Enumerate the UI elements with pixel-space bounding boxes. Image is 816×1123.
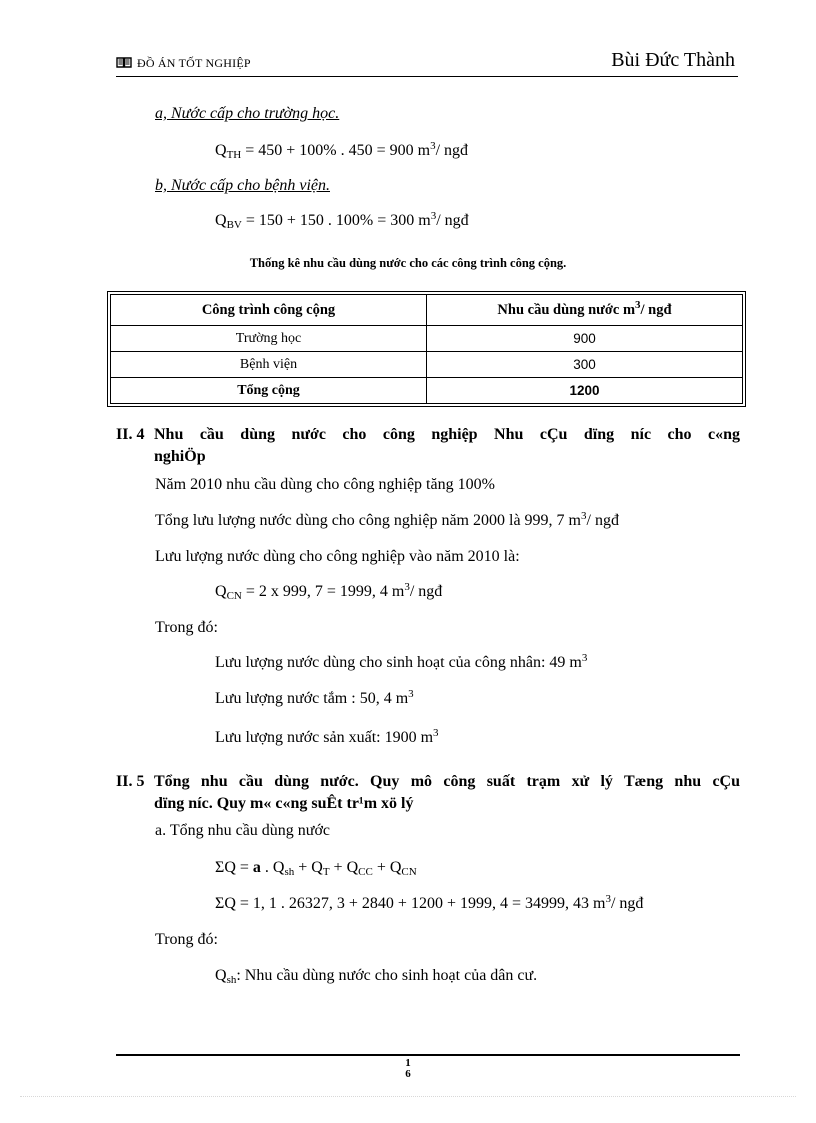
bottom-divider (20, 1096, 796, 1097)
ii4-paragraph-2: Tổng lưu lượng nước dùng cho công nghiệp năm 2000 là 999, 7 $m^3/$ ngđ (155, 510, 619, 529)
ii4-trong-do: Trong đó: (155, 619, 218, 636)
header-author: Bùi Đức Thành (611, 49, 735, 71)
header-title: ĐỒ ÁN TỐT NGHIỆP (137, 56, 251, 70)
ii5-subheading-a: a. Tổng nhu cầu dùng nước (155, 822, 331, 839)
table-header-row (111, 295, 743, 326)
ii4-paragraph-3: Lưu lượng nước dùng cho công nghiệp vào năm 2010 là: (155, 548, 520, 565)
row-value: 300 (427, 352, 743, 378)
formula-q-th: $Q_{TH} = 450 + 100\%$ . 450 = 900 $m^3/$ ngđ (215, 140, 469, 161)
ii4-item-workers: Lưu lượng nước dùng cho sinh hoạt của công nhân: 49 $m^3$ (215, 652, 588, 671)
footer-rule (116, 1054, 740, 1056)
col-header-works: Công trình công cộng (111, 295, 427, 326)
total-name: Tổng cộng (111, 378, 427, 404)
row-name: Bệnh viện (111, 352, 427, 378)
table-row (111, 352, 743, 378)
public-works-table (107, 291, 746, 407)
ii5-trong-do: Trong đó: (155, 931, 218, 948)
page-number: 1 6 (405, 1057, 411, 1080)
section-a-title: a, Nước cấp cho trường học. (155, 105, 340, 122)
formula-sum-q-numeric: ΣQ = 1, 1 . 26327, 3 + 2840 + 1200 + 1999, 4 = 34999, 43 $m^3/$ ngđ (215, 893, 644, 912)
section-ii4-heading: II. 4 Nhu cầu dùng nước cho công nghiệp Nhu cÇu dïng níc cho c«ng nghiÖp (116, 426, 740, 465)
ii5-definition-qsh: $Q_{sh}$: Nhu cầu dùng nước cho sinh hoạt của dân cư. (215, 967, 538, 986)
ii4-paragraph-1: Năm 2010 nhu cầu dùng cho công nghiệp tăng 100% (155, 476, 495, 493)
total-value: 1200 (427, 378, 743, 404)
row-name: Trường học (111, 326, 427, 352)
formula-q-bv: $Q_{BV} = 150 + 150$ . 100% = 300 $m^3/$ ngđ (215, 210, 469, 231)
section-b-title: b, Nước cấp cho bệnh viện. (155, 177, 330, 194)
section-ii5-heading: II. 5 Tổng nhu cầu dùng nước. Quy mô công suất trạm xử lý Tæng nhu cÇu dïng níc. Quy m« c«ng suÊt tr¹m xö lý (116, 773, 740, 812)
row-value: 900 (427, 326, 743, 352)
table-row (111, 326, 743, 352)
formula-sum-q-symbolic: ΣQ = a . $Q_{sh} + Q_T + Q_{CC} + Q_{CN}$ (215, 859, 417, 878)
ii4-item-production: Lưu lượng nước sản xuất: 1900 $m^3$ (215, 727, 439, 746)
ii4-item-bathing: Lưu lượng nước tắm : 50, 4 $m^3$ (215, 688, 414, 707)
col-header-demand: Nhu cầu dùng nước $m^3/$ ngđ (427, 295, 743, 326)
page-header (116, 48, 738, 77)
formula-q-cn: $Q_{CN} = 2$ x 999, 7 = 1999, 4 $m^3/$ ngđ (215, 581, 443, 602)
table-total-row (111, 378, 743, 404)
table-caption: Thống kê nhu cầu dùng nước cho các công trình công cộng. (249, 256, 567, 270)
book-icon (116, 56, 132, 68)
